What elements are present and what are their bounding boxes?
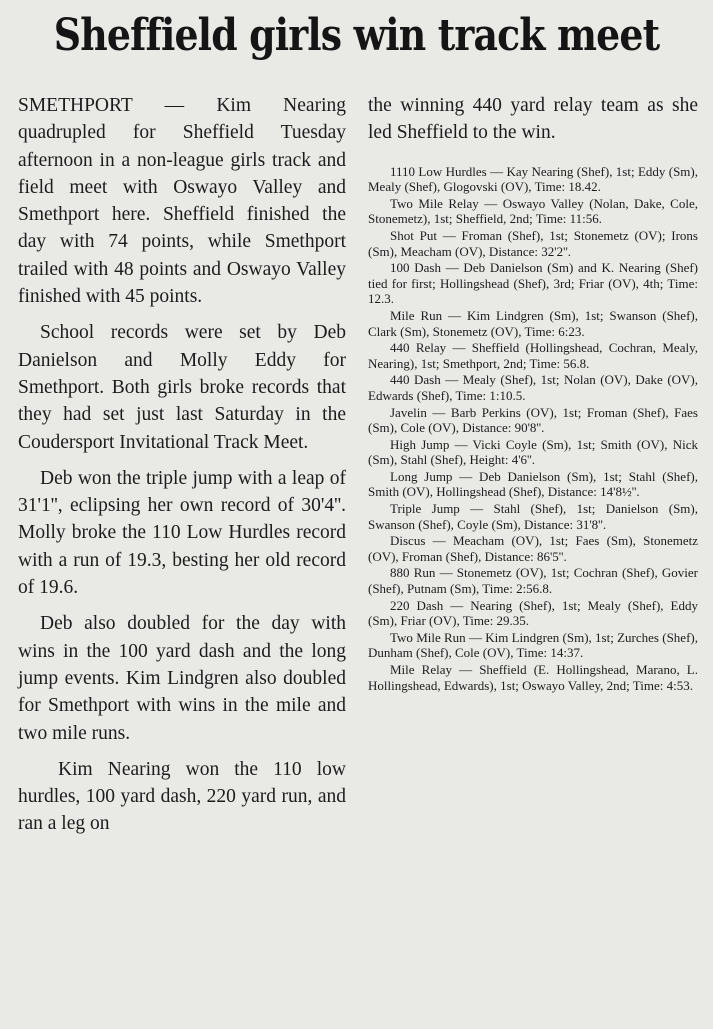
result-entry: Two Mile Relay — Oswayo Valley (Nolan, Dake, Cole, Stonemetz), 1st; Sheffield, 2nd; Time: 11:56. [368, 195, 698, 227]
article-left-column [18, 92, 346, 847]
result-entry: Mile Run — Kim Lindgren (Sm), 1st; Swanson (Shef), Clark (Sm), Stonemetz (OV), Time: 6:23. [368, 307, 698, 339]
result-entry: Javelin — Barb Perkins (OV), 1st; Froman (Shef), Faes (Sm), Cole (OV), Distance: 90'8''. [368, 404, 698, 436]
article-paragraph: Kim Nearing won the 110 low hurdles, 100 yard dash, 220 yard run, and ran a leg on [18, 758, 346, 835]
article-right-column [368, 92, 698, 694]
result-entry: Two Mile Run — Kim Lindgren (Sm), 1st; Zurches (Shef), Dunham (Shef), Cole (OV), Time: 14:37. [368, 629, 698, 661]
result-entry: 440 Dash — Mealy (Shef), 1st; Nolan (OV), Dake (OV), Edwards (Shef), Time: 1:10.5. [368, 372, 698, 403]
article-paragraph: Deb won the triple jump with a leap of 31'1'', eclipsing her own record of 30'4''. Molly broke the 110 Low Hurdles record with a run of 19.3, besting her old record of 19.6. [18, 467, 346, 599]
result-entry: Triple Jump — Stahl (Shef), 1st; Danielson (Sm), Swanson (Shef), Coyle (Sm), Distance: 31'8''. [368, 501, 698, 532]
result-entry: Shot Put — Froman (Shef), 1st; Stonemetz (OV); Irons (Sm), Meacham (OV), Distance: 32'2''. [368, 227, 698, 259]
result-entry: 440 Relay — Sheffield (Hollingshead, Cochran, Mealy, Nearing), 1st; Smethport, 2nd; Time: 56.8. [368, 340, 698, 371]
article-paragraph: SMETHPORT — Kim Nearing quadrupled for Sheffield Tuesday afternoon in a non-league girls track and field meet with Oswayo Valley and Smethport here. Sheffield finished the day with 74 points, while Smethport trailed with 48 points and Oswayo Valley finished with 45 points. [18, 95, 346, 308]
result-entry: 100 Dash — Deb Danielson (Sm) and K. Nearing (Shef) tied for first; Hollingshead (Shef), 3rd; Friar (OV), 4th; Time: 12.3. [368, 260, 698, 307]
article-paragraph: School records were set by Deb Danielson and Molly Eddy for Smethport. Both girls broke records that they had set just last Saturday in the Coudersport Invitational Track Meet. [18, 322, 346, 453]
result-entry: 880 Run — Stonemetz (OV), 1st; Cochran (Shef), Govier (Shef), Putnam (Sm), Time: 2:56.8. [368, 565, 698, 597]
results-list [368, 164, 698, 694]
result-entry: 1110 Low Hurdles — Kay Nearing (Shef), 1st; Eddy (Sm), Mealy (Shef), Glogovski (OV), Time: 18.42. [368, 163, 698, 195]
result-entry: 220 Dash — Nearing (Shef), 1st; Mealy (Shef), Eddy (Sm), Friar (OV), Time: 29.35. [368, 597, 698, 629]
headline: Sheffield girls win track meet [53, 10, 660, 61]
result-entry: Long Jump — Deb Danielson (Sm), 1st; Stahl (Shef), Smith (OV), Hollingshead (Shef), Distance: 14'8½''. [368, 468, 698, 500]
result-entry: Mile Relay — Sheffield (E. Hollingshead, Marano, L. Hollingshead, Edwards), 1st; Oswayo Valley, 2nd; Time: 4:53. [368, 662, 698, 693]
result-entry: Discus — Meacham (OV), 1st; Faes (Sm), Stonemetz (OV), Froman (Shef), Distance: 86'5''. [368, 533, 698, 564]
result-entry: High Jump — Vicki Coyle (Sm), 1st; Smith (OV), Nick (Sm), Stahl (Shef), Height: 4'6''. [368, 436, 698, 468]
article-paragraph: Deb also doubled for the day with wins in the 100 yard dash and the long jump events. Kim Lindgren also doubled for Smethport with wins in the mile and two mile runs. [18, 613, 346, 744]
article-paragraph: the winning 440 yard relay team as she led Sheffield to the win. [368, 95, 698, 144]
